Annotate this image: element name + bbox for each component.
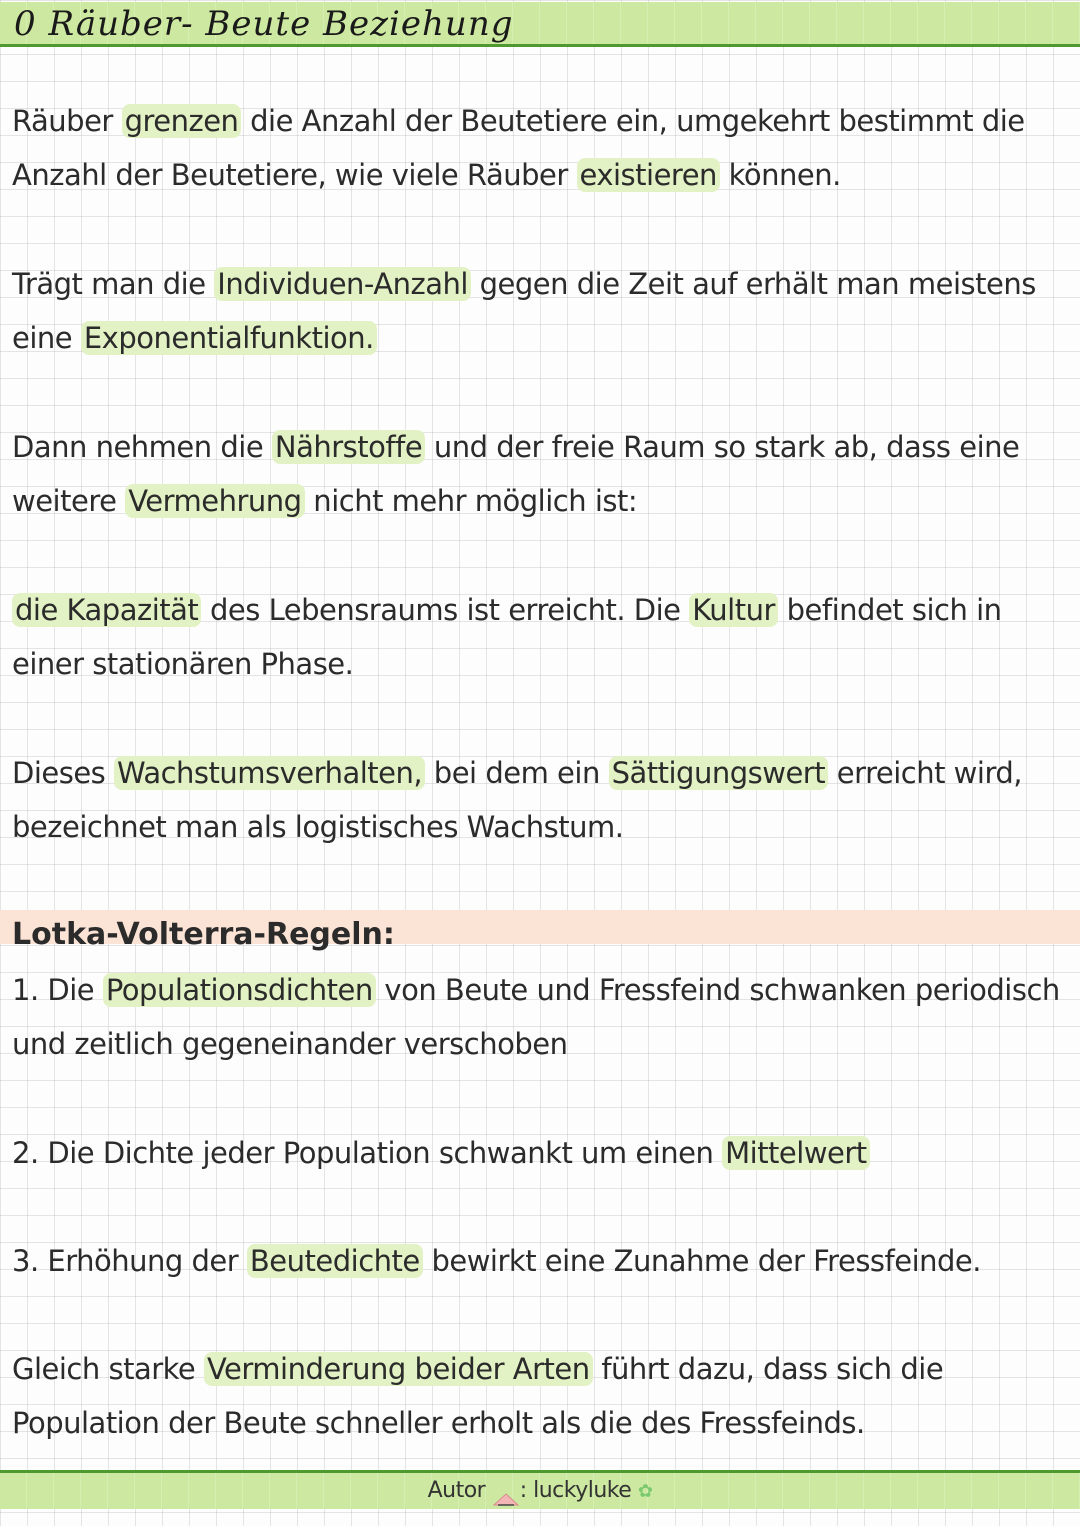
rules-heading: Lotka-Volterra-Regeln: [12, 917, 395, 952]
highlighted-term: Beutedichte [247, 1244, 423, 1278]
highlighted-term: Kultur [689, 593, 778, 627]
highlighted-term: existieren [577, 158, 720, 192]
highlighted-term: Verminderung beider Arten [204, 1352, 593, 1386]
paragraph-capacity: die Kapazität des Lebensraums ist erreicht. Die Kultur befindet sich in einer stationären Phase. [12, 593, 1002, 681]
highlighted-term: Exponentialfunktion. [81, 321, 377, 355]
author-credit [0, 1473, 1080, 1510]
rule-item-1: 1. Die Populationsdichten von Beute und Fressfeind schwanken periodisch und zeitlich gegeneinander verschoben [12, 973, 1060, 1061]
highlighted-term: grenzen [122, 104, 242, 138]
author-prefix: Autor [427, 1478, 486, 1503]
highlighted-term: Nährstoffe [272, 430, 425, 464]
highlighted-term: Populationsdichten [103, 973, 376, 1007]
paragraph-exponential: Trägt man die Individuen-Anzahl gegen die Zeit auf erhält man meistens eine Exponentialfunktion. [12, 267, 1036, 355]
paragraph-reduction: Gleich starke Verminderung beider Arten führt dazu, dass sich die Population der Beute schneller erholt als die des Fressfeinds. [12, 1352, 944, 1440]
highlighted-term: Sättigungswert [609, 756, 829, 790]
highlighted-term: Mittelwert [722, 1136, 870, 1170]
author-suffix: : luckyluke [519, 1478, 632, 1503]
paragraph-nutrients: Dann nehmen die Nährstoffe und der freie Raum so stark ab, dass eine weitere Vermehrung nicht mehr möglich ist: [12, 430, 1020, 518]
rule-item-3: 3. Erhöhung der Beutedichte bewirkt eine Zunahme der Fressfeinde. [12, 1244, 981, 1278]
highlighted-term: Individuen-Anzahl [214, 267, 471, 301]
pen-icon [492, 1483, 520, 1499]
page-title: 0 Räuber- Beute Beziehung [14, 4, 514, 44]
rule-item-2: 2. Die Dichte jeder Population schwankt um einen Mittelwert [12, 1126, 1062, 1180]
highlighted-term: Wachstumsverhalten, [114, 756, 425, 790]
paragraph-predator-prey: Räuber grenzen die Anzahl der Beutetiere ein, umgekehrt bestimmt die Anzahl der Beutetiere, wie viele Räuber existieren können. [12, 104, 1025, 192]
highlighted-term: Vermehrung [125, 484, 304, 518]
paragraph-logistic-growth: Dieses Wachstumsverhalten, bei dem ein Sättigungswert erreicht wird, bezeichnet man als logistisches Wachstum. [12, 756, 1022, 844]
highlighted-term: die Kapazität [12, 593, 201, 627]
clover-icon: ✿ [637, 1481, 653, 1502]
